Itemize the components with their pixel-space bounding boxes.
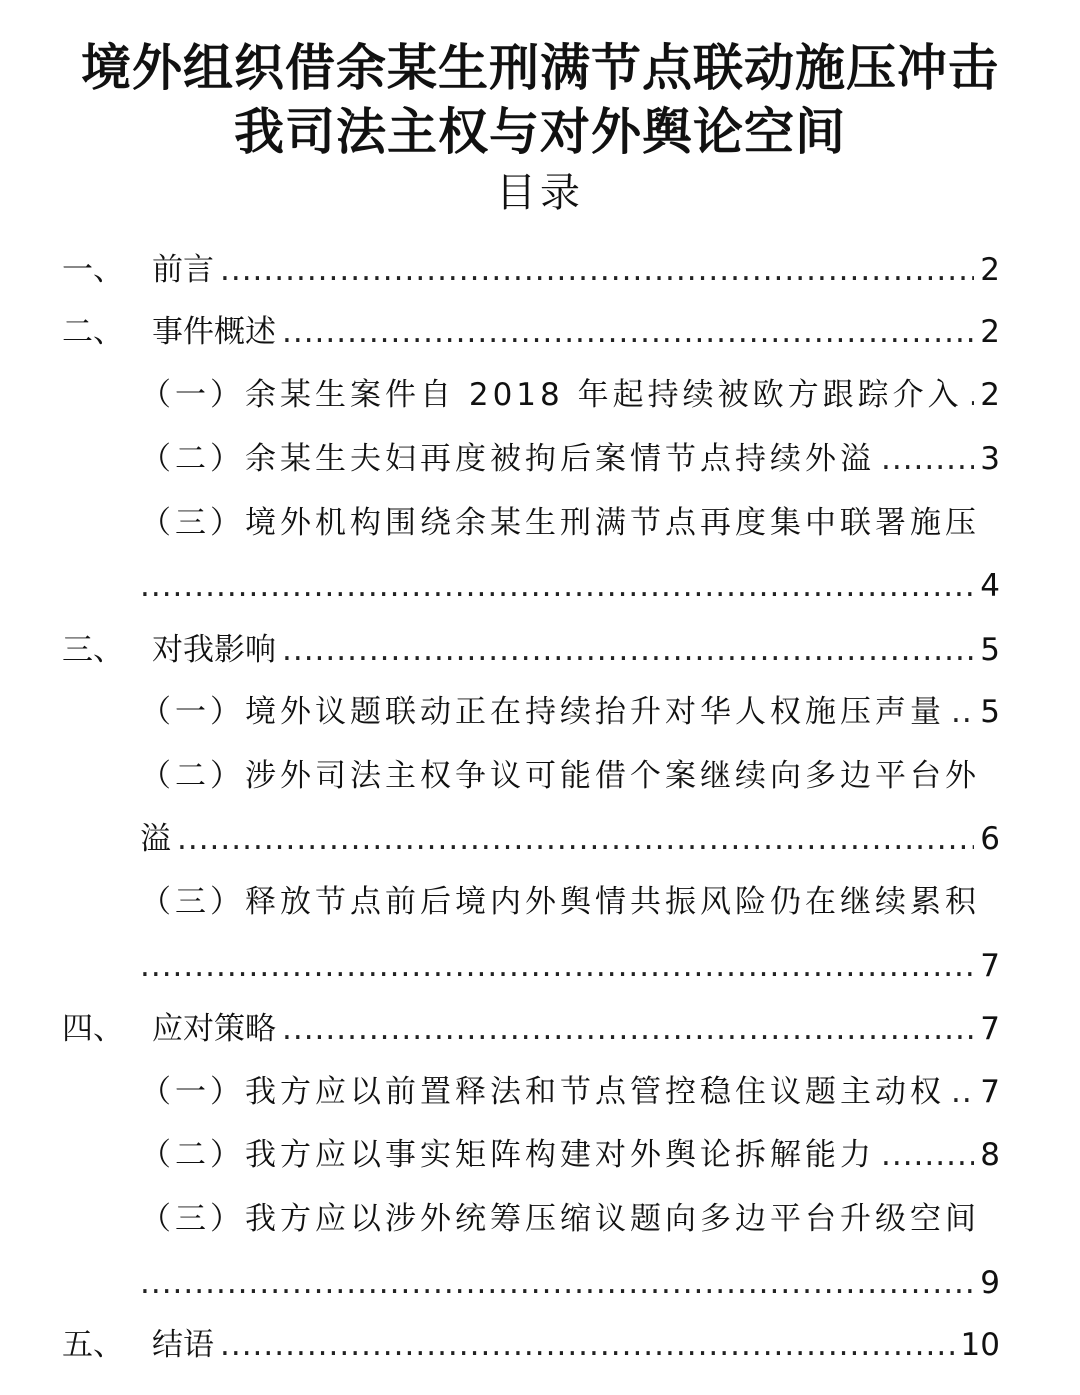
toc-subentry-3-3-leader[interactable] bbox=[140, 944, 1000, 988]
toc-entry-label: 前言 bbox=[152, 252, 214, 288]
toc-entry-label: （二）涉外司法主权争议可能借个案继续向多边平台外 bbox=[140, 758, 980, 794]
toc-section-number: 一、 bbox=[62, 252, 124, 288]
toc-subentry-4-3-leader[interactable] bbox=[140, 1261, 1000, 1305]
toc-subentry-4-2[interactable] bbox=[140, 1133, 1000, 1177]
toc-entry-impact[interactable] bbox=[62, 628, 1000, 672]
toc-page-number: 9 bbox=[980, 1265, 1000, 1301]
toc-entry-label: （三）释放节点前后境内外舆情共振风险仍在继续累积 bbox=[140, 884, 980, 920]
dot-leader bbox=[282, 628, 974, 672]
dot-leader bbox=[881, 437, 974, 481]
dot-leader bbox=[951, 690, 974, 734]
toc-entry-label-continued: 溢 bbox=[140, 821, 171, 857]
toc-entry-label: （三）境外机构围绕余某生刑满节点再度集中联署施压 bbox=[140, 505, 980, 541]
dot-leader bbox=[177, 817, 974, 861]
toc-subentry-4-1[interactable] bbox=[140, 1070, 1000, 1114]
toc-section-number: 三、 bbox=[62, 632, 124, 668]
toc-entry-label: （一）我方应以前置释法和节点管控稳住议题主动权 bbox=[140, 1074, 945, 1110]
toc-section-number: 四、 bbox=[62, 1011, 124, 1047]
toc-subentry-3-2-cont[interactable] bbox=[140, 817, 1000, 861]
dot-leader bbox=[140, 1261, 974, 1305]
toc-page-number: 7 bbox=[980, 1011, 1000, 1047]
toc-page-number: 10 bbox=[960, 1327, 1000, 1363]
toc-entry-label: （一）余某生案件自 2018 年起持续被欧方跟踪介入 bbox=[140, 377, 963, 413]
toc-entry-label: 对我影响 bbox=[152, 632, 276, 668]
document-title-line-1: 境外组织借余某生刑满节点联动施压冲击 bbox=[81, 38, 999, 97]
toc-entry-label: （二）我方应以事实矩阵构建对外舆论拆解能力 bbox=[140, 1137, 875, 1173]
toc-page-number: 5 bbox=[980, 632, 1000, 668]
toc-entry-label: （二）余某生夫妇再度被拘后案情节点持续外溢 bbox=[140, 441, 875, 477]
toc-page-number: 2 bbox=[980, 252, 1000, 288]
toc-section-number: 二、 bbox=[62, 314, 124, 350]
toc-entry-label: （三）我方应以涉外统筹压缩议题向多边平台升级空间 bbox=[140, 1201, 980, 1237]
toc-entry-conclusion[interactable] bbox=[62, 1323, 1000, 1367]
toc-page-number: 4 bbox=[980, 568, 1000, 604]
toc-entry-label: 应对策略 bbox=[152, 1011, 276, 1047]
dot-leader bbox=[220, 248, 974, 292]
toc-subentry-2-3[interactable] bbox=[140, 501, 1000, 545]
document-title-line-2: 我司法主权与对外舆论空间 bbox=[234, 102, 846, 161]
dot-leader bbox=[140, 944, 974, 988]
toc-page-number: 7 bbox=[980, 1074, 1000, 1110]
toc-page-number: 3 bbox=[980, 441, 1000, 477]
toc-subentry-2-1[interactable] bbox=[140, 373, 1000, 417]
toc-entry-label: 结语 bbox=[152, 1327, 214, 1363]
toc-entry-event-overview[interactable] bbox=[62, 310, 1000, 354]
toc-page-number: 5 bbox=[980, 694, 1000, 730]
dot-leader bbox=[282, 1007, 974, 1051]
toc-page-number: 7 bbox=[980, 948, 1000, 984]
toc-entry-response-strategy[interactable] bbox=[62, 1007, 1000, 1051]
toc-page-number: 2 bbox=[980, 314, 1000, 350]
dot-leader bbox=[220, 1323, 955, 1367]
dot-leader bbox=[282, 310, 974, 354]
toc-heading: 目录 bbox=[496, 170, 584, 216]
dot-leader bbox=[881, 1133, 974, 1177]
toc-page-number: 2 bbox=[980, 377, 1000, 413]
toc-entry-label: 事件概述 bbox=[152, 314, 276, 350]
toc-subentry-4-3[interactable] bbox=[140, 1197, 1000, 1241]
toc-subentry-3-2[interactable] bbox=[140, 754, 1000, 798]
toc-subentry-2-3-leader[interactable] bbox=[140, 564, 1000, 608]
toc-subentry-3-3[interactable] bbox=[140, 880, 1000, 924]
toc-entry-preface[interactable] bbox=[62, 248, 1000, 292]
toc-entry-label: （一）境外议题联动正在持续抬升对华人权施压声量 bbox=[140, 694, 945, 730]
dot-leader bbox=[969, 373, 975, 417]
dot-leader bbox=[140, 564, 974, 608]
toc-subentry-3-1[interactable] bbox=[140, 690, 1000, 734]
toc-page-number: 8 bbox=[980, 1137, 1000, 1173]
dot-leader bbox=[951, 1070, 974, 1114]
toc-section-number: 五、 bbox=[62, 1327, 124, 1363]
toc-subentry-2-2[interactable] bbox=[140, 437, 1000, 481]
toc-page-number: 6 bbox=[980, 821, 1000, 857]
